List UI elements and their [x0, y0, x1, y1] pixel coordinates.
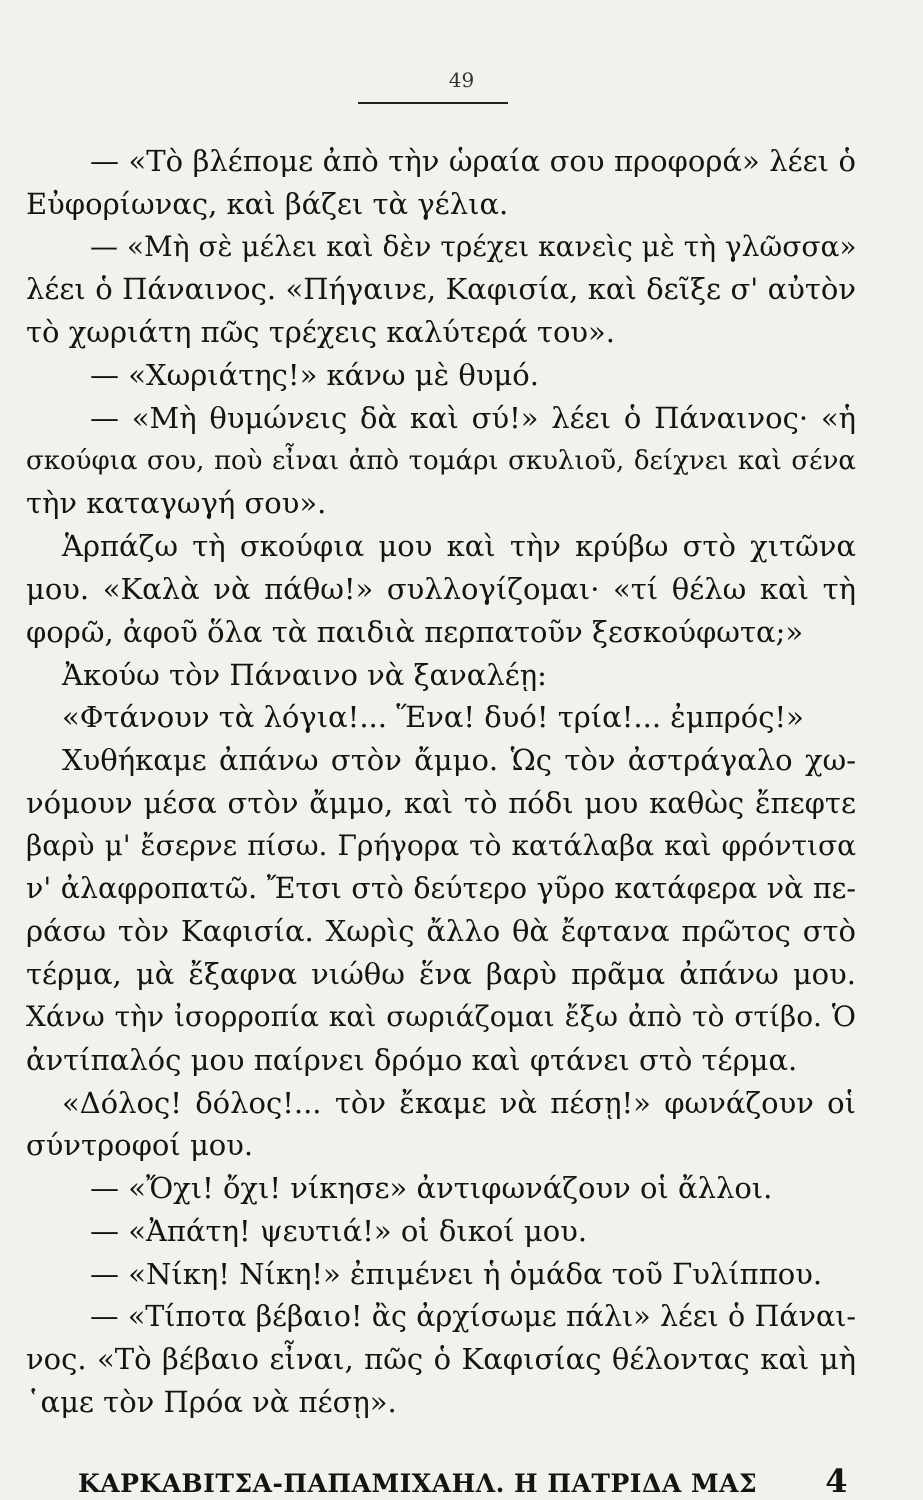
text-line: — «Τὸ βλέπομε ἀπὸ τὴν ὡραία σου προφορά» λέει ὁ [90, 144, 856, 178]
text-line: Ἀκούω τὸν Πάναινο νὰ ξαναλέῃ: [62, 657, 547, 692]
text-line: ῾αμε τὸν Πρόα νὰ πέσῃ». [26, 1385, 397, 1420]
text-line: — «Μὴ σὲ μέλει καὶ δὲν τρέχει κανεὶς μὲ τὴ γλῶσσα» [90, 229, 857, 263]
footer-signature [78, 1462, 848, 1500]
text-line: «Φτάνουν τὰ λόγια!... Ἕνα! δυό! τρία!... ἐμπρός!» [62, 700, 804, 735]
text-line: Ἁρπάζω τὴ σκούφια μου καὶ τὴν κρύβω στὸ χιτῶνα [62, 529, 856, 564]
footer-title: ΚΑΡΚΑΒΙΤΣΑ-ΠΑΠΑΜΙΧΑΗΛ. Η ΠΑΤΡΙΔΑ ΜΑΣ [78, 1469, 758, 1498]
text-line: ν' ἀλαφροπατῶ. Ἔτσι στὸ δεύτερο γῦρο κατάφερα νὰ πε- [26, 871, 856, 905]
page-number: 49 [448, 68, 475, 92]
text-line: Χυθήκαμε ἀπάνω στὸν ἄμμο. Ὡς τὸν ἀστράγαλο χω- [62, 743, 856, 778]
text-line: ράσω τὸν Καφισία. Χωρὶς ἄλλο θὰ ἔφτανα πρῶτος στὸ [26, 914, 856, 949]
text-line: βαρὺ μ' ἔσερνε πίσω. Γρήγορα τὸ κατάλαβα καὶ φρόντισα [26, 828, 856, 862]
text-line: — «Ὄχι! ὄχι! νίκησε» ἀντιφωνάζουν οἱ ἄλλοι. [90, 1171, 773, 1206]
signature-mark: 4 [825, 1462, 848, 1500]
text-line: — «Χωριάτης!» κάνω μὲ θυμό. [90, 357, 539, 392]
text-line: λέει ὁ Πάναινος. «Πήγαινε, Καφισία, καὶ δεῖξε σ' αὐτὸν [26, 272, 856, 307]
text-line: ἀντίπαλός μου παίρνει δρόμο καὶ φτάνει στὸ τέρμα. [26, 1042, 798, 1077]
text-line: τὸ χωριάτη πῶς τρέχεις καλύτερά του». [26, 315, 616, 350]
text-line: — «Νίκη! Νίκη!» ἐπιμένει ἡ ὁμάδα τοῦ Γυλίππου. [90, 1256, 823, 1291]
text-line: «Δόλος! δόλος!... τὸν ἔκαμε νὰ πέσῃ!» φωνάζουν οἱ [62, 1085, 856, 1120]
text-line: νόμουν μέσα στὸν ἄμμο, καὶ τὸ πόδι μου καθὼς ἔπεφτε [26, 785, 856, 820]
body-text [26, 140, 856, 1424]
text-line: Χάνω τὴν ἰσορροπία καὶ σωριάζομαι ἔξω ἀπὸ τὸ στίβο. Ὁ [26, 999, 856, 1033]
text-line: μου. «Καλὰ νὰ πάθω!» συλλογίζομαι· «τί θέλω καὶ τὴ [26, 571, 856, 606]
text-line: σύντροφοί μου. [26, 1128, 254, 1163]
text-line: — «Τίποτα βέβαιο! ἂς ἀρχίσωμε πάλι» λέει ὁ Πάναι- [90, 1299, 856, 1333]
text-line: τέρμα, μὰ ἔξαφνα νιώθω ἕνα βαρὺ πρᾶμα ἀπάνω μου. [26, 957, 856, 992]
text-line: σκούφια σου, ποὺ εἶναι ἀπὸ τομάρι σκυλιοῦ, δείχνει καὶ σένα [26, 445, 856, 476]
text-line: Εὐφορίωνας, καὶ βάζει τὰ γέλια. [26, 186, 509, 221]
text-line: — «Ἀπάτη! ψευτιά!» οἱ δικοί μου. [90, 1213, 588, 1248]
text-line: — «Μὴ θυμώνεις δὰ καὶ σύ!» λέει ὁ Πάναινος· «ἡ [90, 400, 856, 435]
text-line: τὴν καταγωγή σου». [26, 486, 327, 521]
text-line: φορῶ, ἀφοῦ ὅλα τὰ παιδιὰ περπατοῦν ξεσκούφωτα;» [26, 614, 804, 649]
text-line: νος. «Τὸ βέβαιο εἶναι, πῶς ὁ Καφισίας θέλοντας καὶ μὴ [26, 1342, 856, 1377]
header-rule [358, 102, 508, 104]
